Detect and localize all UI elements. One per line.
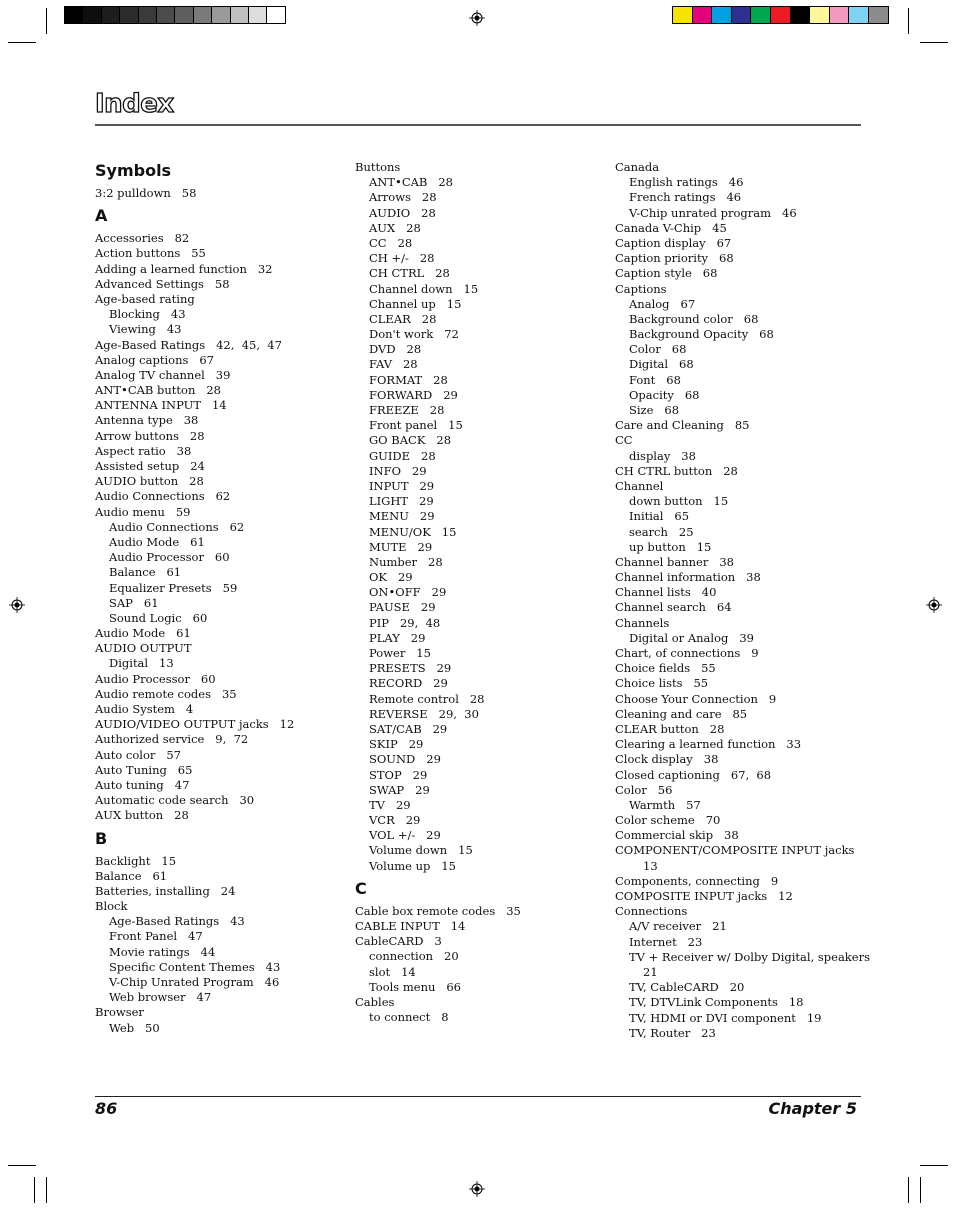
index-subentry: Volume up 15 [369, 858, 456, 873]
index-subentry: PIP 29, 48 [369, 615, 441, 630]
index-subentry: 13 [643, 858, 658, 873]
color-swatch [119, 6, 138, 24]
index-entry: AUDIO OUTPUT [95, 641, 192, 656]
index-subentry: Font 68 [629, 372, 681, 387]
index-entry: Auto Tuning 65 [95, 762, 193, 777]
crop-mark [46, 8, 47, 34]
index-entry: ANTENNA INPUT 14 [95, 398, 227, 413]
index-entry: Choice fields 55 [615, 661, 716, 676]
color-swatch [848, 6, 869, 24]
index-subentry: Analog 67 [629, 296, 696, 311]
color-swatch [64, 6, 83, 24]
index-entry: Auto color 57 [95, 747, 181, 762]
index-entry: Channel information 38 [615, 570, 761, 585]
color-swatch [230, 6, 249, 24]
index-subentry: Digital 68 [629, 357, 694, 372]
index-subentry: Web browser 47 [109, 990, 212, 1005]
registration-mark-icon [926, 597, 942, 613]
index-entry: COMPONENT/COMPOSITE INPUT jacks [615, 843, 855, 858]
index-entry: Auto tuning 47 [95, 777, 190, 792]
index-subentry: MENU/OK 15 [369, 524, 457, 539]
index-subentry: VCR 29 [369, 813, 421, 828]
index-subentry: TV 29 [369, 797, 411, 812]
index-column-1 [95, 160, 294, 1036]
index-entry: Audio Mode 61 [95, 626, 191, 641]
index-entry: Channel [615, 478, 664, 493]
index-entry: Caption display 67 [615, 235, 732, 250]
index-entry: Caption priority 68 [615, 251, 734, 266]
index-subentry: V-Chip Unrated Program 46 [109, 975, 280, 989]
index-entry: Audio remote codes 35 [95, 686, 237, 701]
index-entry: Age-Based Ratings 42, 45, 47 [95, 337, 282, 352]
index-entry: Commercial skip 38 [615, 828, 739, 843]
index-subentry: A/V receiver 21 [629, 919, 727, 934]
index-subentry: FREEZE 28 [369, 403, 445, 417]
color-swatch [750, 6, 771, 24]
index-subentry: REVERSE 29, 30 [369, 706, 479, 721]
crop-mark [8, 1165, 36, 1166]
index-entry: Adding a learned function 32 [95, 261, 273, 276]
index-entry: AUX button 28 [95, 808, 189, 823]
index-subentry: SKIP 29 [369, 737, 424, 752]
index-entry: Arrow buttons 28 [95, 428, 205, 443]
chapter-label: Chapter 5 [768, 1099, 857, 1118]
index-subentry: DVD 28 [369, 342, 422, 357]
index-entry: Automatic code search 30 [95, 793, 255, 808]
index-entry: Audio Processor 60 [95, 671, 216, 686]
index-subentry: INPUT 29 [369, 478, 435, 493]
index-entry: Backlight 15 [95, 853, 177, 868]
color-swatch [193, 6, 212, 24]
index-subentry: TV, Router 23 [629, 1025, 716, 1040]
index-subentry: FAV 28 [369, 357, 418, 372]
index-subentry: Movie ratings 44 [109, 944, 216, 959]
footer-rule [95, 1096, 861, 1097]
index-subentry: TV, CableCARD 20 [629, 980, 745, 995]
index-subentry: GUIDE 28 [369, 448, 436, 463]
index-entry: Canada [615, 160, 660, 174]
index-subentry: Color 68 [629, 342, 687, 357]
index-entry: Analog captions 67 [95, 352, 214, 367]
index-subentry: AUDIO 28 [369, 205, 436, 220]
index-column-2 [355, 160, 521, 1025]
title-rule [95, 124, 861, 126]
index-entry: Choice lists 55 [615, 676, 709, 691]
index-entry: Antenna type 38 [95, 413, 199, 428]
crop-mark [920, 42, 948, 43]
index-entry: 3:2 pulldown 58 [95, 186, 197, 200]
index-entry: CableCARD 3 [355, 934, 442, 949]
color-swatch [672, 6, 693, 24]
color-swatch [156, 6, 175, 24]
index-entry: Cables [355, 994, 395, 1009]
color-swatch [266, 6, 285, 24]
color-swatch [138, 6, 157, 24]
index-entry: Balance 61 [95, 868, 168, 883]
index-entry: Audio menu 59 [95, 504, 191, 519]
index-subentry: ANT•CAB 28 [369, 175, 453, 190]
color-swatch [174, 6, 193, 24]
index-subentry: AUX 28 [369, 220, 421, 235]
crop-mark [34, 1177, 35, 1203]
index-subentry: slot 14 [369, 964, 416, 979]
color-swatch [82, 6, 101, 24]
index-subentry: Arrows 28 [369, 190, 437, 205]
index-entry: Channel search 64 [615, 600, 732, 615]
color-swatch [790, 6, 811, 24]
index-subentry: Number 28 [369, 554, 443, 569]
index-subentry: ON•OFF 29 [369, 585, 447, 600]
index-entry: Aspect ratio 38 [95, 443, 192, 458]
index-subentry: CH CTRL 28 [369, 266, 450, 281]
color-swatch [868, 6, 889, 24]
index-entry: Buttons [355, 160, 401, 174]
registration-mark-icon [469, 1181, 485, 1197]
index-entry: CH CTRL button 28 [615, 463, 738, 478]
index-section-heading: Symbols [95, 161, 172, 180]
index-entry: Cable box remote codes 35 [355, 903, 521, 918]
index-subentry: Front panel 15 [369, 418, 463, 433]
index-column-3 [615, 160, 870, 1041]
index-entry: Browser [95, 1005, 144, 1020]
index-subentry: connection 20 [369, 949, 459, 964]
index-entry: Color 56 [615, 782, 673, 797]
color-swatch [731, 6, 752, 24]
index-entry: CABLE INPUT 14 [355, 919, 466, 933]
index-subentry: PLAY 29 [369, 630, 426, 645]
index-subentry: VOL +/- 29 [369, 828, 441, 843]
index-entry: Clock display 38 [615, 752, 719, 767]
index-entry: AUDIO/VIDEO OUTPUT jacks 12 [95, 717, 295, 732]
index-subentry: SAT/CAB 29 [369, 721, 448, 736]
page-number: 86 [95, 1099, 118, 1118]
index-entry: Color scheme 70 [615, 813, 721, 828]
index-subentry: Digital 13 [109, 656, 174, 671]
index-entry: Canada V-Chip 45 [615, 220, 727, 235]
index-entry: Analog TV channel 39 [95, 367, 231, 382]
index-subentry: Don't work 72 [369, 327, 459, 342]
index-subentry: Equalizer Presets 59 [109, 580, 238, 595]
index-subentry: RECORD 29 [369, 676, 448, 691]
index-subentry: OK 29 [369, 570, 413, 585]
crop-mark [8, 42, 36, 43]
index-subentry: PAUSE 29 [369, 600, 436, 615]
index-subentry: 21 [643, 964, 658, 979]
index-entry: Audio Connections 62 [95, 489, 231, 504]
index-subentry: MENU 29 [369, 509, 435, 524]
index-subentry: display 38 [629, 448, 696, 463]
index-entry: Audio System 4 [95, 702, 194, 716]
index-subentry: Remote control 28 [369, 691, 485, 706]
color-swatch [829, 6, 850, 24]
crop-mark [920, 1177, 921, 1203]
index-subentry: PRESETS 29 [369, 661, 452, 676]
index-entry: Cleaning and care 85 [615, 706, 748, 721]
index-subentry: Volume down 15 [369, 843, 473, 858]
index-subentry: Web 50 [109, 1020, 160, 1035]
index-subentry: STOP 29 [369, 767, 428, 782]
index-entry: CLEAR button 28 [615, 721, 725, 736]
index-subentry: CH +/- 28 [369, 251, 435, 266]
crop-mark [908, 8, 909, 34]
index-subentry: Age-Based Ratings 43 [109, 914, 245, 929]
color-swatch [809, 6, 830, 24]
index-entry: COMPOSITE INPUT jacks 12 [615, 889, 793, 903]
index-entry: Choose Your Connection 9 [615, 691, 777, 706]
index-entry: AUDIO button 28 [95, 474, 204, 489]
index-entry: Action buttons 55 [95, 246, 206, 261]
index-section-heading: B [95, 828, 108, 848]
index-entry: Components, connecting 9 [615, 873, 779, 888]
index-subentry: CC 28 [369, 235, 413, 250]
index-subentry: Initial 65 [629, 509, 690, 524]
index-subentry: English ratings 46 [629, 175, 744, 190]
index-subentry: Audio Mode 61 [109, 534, 205, 549]
index-entry: Age-based rating [95, 291, 195, 306]
index-subentry: FORWARD 29 [369, 387, 458, 402]
index-entry: Channels [615, 615, 670, 630]
color-swatch [711, 6, 732, 24]
index-entry: Advanced Settings 58 [95, 276, 230, 291]
color-swatch [770, 6, 791, 24]
index-entry: Captions [615, 281, 667, 296]
index-subentry: search 25 [629, 524, 694, 539]
index-entry: ANT•CAB button 28 [95, 383, 221, 398]
index-entry: Block [95, 899, 128, 914]
index-entry: Batteries, installing 24 [95, 883, 236, 898]
index-entry: Connections [615, 904, 688, 919]
index-subentry: MUTE 29 [369, 539, 433, 554]
index-entry: Care and Cleaning 85 [615, 418, 750, 433]
index-entry: Caption style 68 [615, 266, 718, 281]
registration-mark-icon [469, 10, 485, 26]
index-entry: Channel lists 40 [615, 585, 717, 600]
index-subentry: Size 68 [629, 403, 680, 417]
index-entry: Authorized service 9, 72 [95, 732, 249, 747]
registration-mark-icon [9, 597, 25, 613]
index-subentry: FORMAT 28 [369, 372, 448, 387]
index-subentry: Power 15 [369, 646, 431, 660]
color-swatch [248, 6, 267, 24]
crop-mark [46, 1177, 47, 1203]
index-subentry: SOUND 29 [369, 752, 441, 767]
index-subentry: Digital or Analog 39 [629, 630, 754, 645]
index-subentry: GO BACK 28 [369, 433, 452, 448]
index-entry: CC [615, 433, 633, 448]
index-entry: Closed captioning 67, 68 [615, 767, 772, 782]
index-subentry: down button 15 [629, 494, 729, 509]
index-subentry: Internet 23 [629, 934, 703, 949]
page-title: Index [95, 89, 174, 119]
index-entry: Chart, of connections 9 [615, 646, 759, 660]
index-subentry: TV, DTVLink Components 18 [629, 995, 804, 1010]
index-subentry: Channel down 15 [369, 281, 479, 296]
index-subentry: Audio Connections 62 [109, 519, 245, 534]
crop-mark [920, 1165, 948, 1166]
index-entry: Channel banner 38 [615, 554, 734, 569]
color-swatch [101, 6, 120, 24]
index-subentry: Background color 68 [629, 311, 759, 326]
index-subentry: up button 15 [629, 539, 712, 554]
index-subentry: Sound Logic 60 [109, 610, 208, 625]
crop-mark [908, 1177, 909, 1203]
index-subentry: Balance 61 [109, 565, 182, 580]
index-subentry: Channel up 15 [369, 296, 462, 311]
index-subentry: Audio Processor 60 [109, 550, 230, 565]
index-subentry: Opacity 68 [629, 387, 700, 402]
index-entry: Accessories 82 [95, 231, 190, 246]
index-subentry: TV, HDMI or DVI component 19 [629, 1010, 822, 1025]
index-subentry: SWAP 29 [369, 782, 430, 797]
index-section-heading: C [355, 878, 367, 898]
index-subentry: Viewing 43 [109, 322, 182, 337]
index-subentry: SAP 61 [109, 595, 159, 610]
color-swatch [692, 6, 713, 24]
index-subentry: Blocking 43 [109, 307, 186, 322]
index-subentry: V-Chip unrated program 46 [629, 205, 797, 220]
index-entry: Clearing a learned function 33 [615, 737, 802, 752]
color-swatch [211, 6, 230, 24]
index-subentry: Specific Content Themes 43 [109, 959, 281, 974]
index-subentry: Background Opacity 68 [629, 327, 774, 342]
index-subentry: INFO 29 [369, 463, 427, 478]
index-subentry: Warmth 57 [629, 797, 701, 812]
index-subentry: CLEAR 28 [369, 311, 437, 326]
index-subentry: Front Panel 47 [109, 929, 203, 944]
index-subentry: to connect 8 [369, 1010, 449, 1025]
index-section-heading: A [95, 206, 108, 226]
index-subentry: French ratings 46 [629, 190, 742, 205]
index-entry: Assisted setup 24 [95, 459, 205, 473]
index-subentry: TV + Receiver w/ Dolby Digital, speakers [629, 949, 870, 964]
index-subentry: Tools menu 66 [369, 979, 461, 994]
index-subentry: LIGHT 29 [369, 494, 434, 509]
